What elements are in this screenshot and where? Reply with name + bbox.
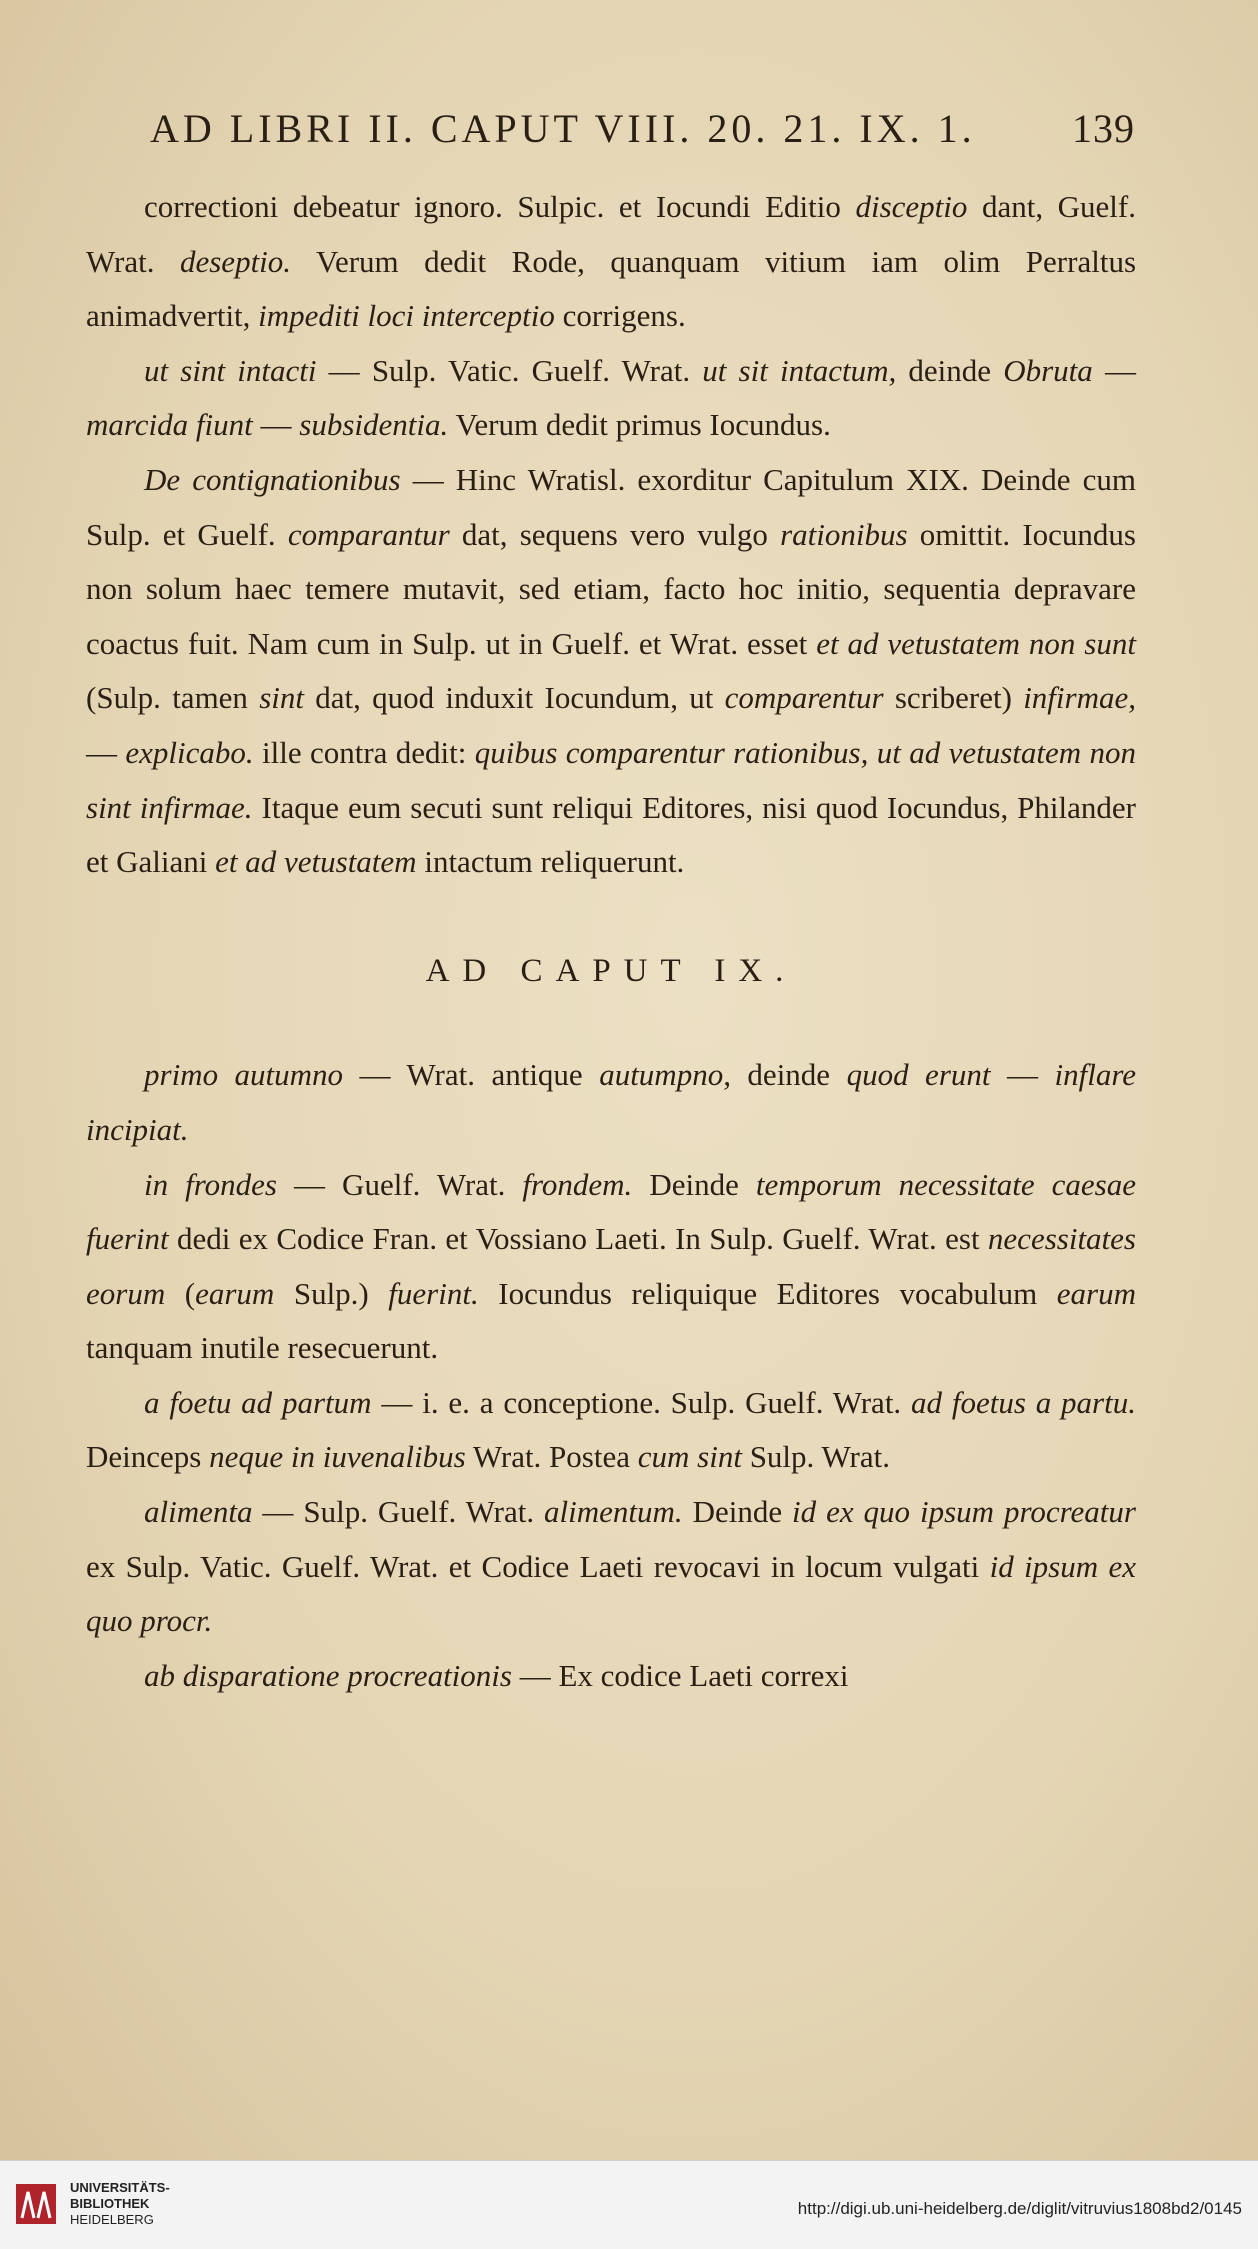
lemma-italic: fuerint.	[388, 1275, 479, 1311]
text-run: Iocundus reliquique Editores vocabulum	[478, 1275, 1057, 1311]
commentary-paragraph	[86, 180, 1136, 344]
text-run: Itaque eum secuti sunt reliqui Editores, nisi quod Iocundus, Philander et Galiani	[86, 789, 1136, 880]
lemma-italic: explicabo.	[125, 734, 254, 770]
text-run: (	[165, 1275, 196, 1311]
text-run: Sulp.)	[274, 1275, 389, 1311]
text-run: Verum dedit Rode, quanquam vitium iam olim Perraltus animadvertit,	[86, 243, 1137, 334]
text-run: Deinde	[632, 1166, 756, 1202]
text-run: Wrat. Postea	[465, 1439, 638, 1475]
lemma-italic: comparentur	[724, 680, 884, 716]
lemma-italic: a foetu ad partum	[144, 1384, 372, 1420]
text-run: (Sulp. tamen	[86, 680, 260, 716]
text-run: —	[1092, 352, 1136, 388]
commentary-block-2	[86, 1048, 1136, 1703]
lemma-italic: ut sint intacti	[144, 352, 317, 388]
lemma-italic: autumpno,	[599, 1057, 731, 1093]
text-run: correctioni debeatur ignoro. Sulpic. et Iocundi Editio	[144, 189, 856, 224]
lemma-italic: quod erunt	[846, 1057, 991, 1093]
lemma-italic: impediti loci interceptio	[258, 298, 555, 334]
commentary-paragraph	[86, 1376, 1136, 1485]
lemma-italic: neque in iuvenalibus	[209, 1439, 466, 1475]
lemma-italic: id ex quo ipsum procreatur	[792, 1494, 1136, 1530]
lemma-italic: id ipsum ex quo procr.	[86, 1548, 1136, 1639]
text-run: —	[990, 1057, 1055, 1093]
permalink-url[interactable]: http://digi.ub.uni-heidelberg.de/diglit/vitruvius1808bd2/0145	[797, 2199, 1242, 2218]
lemma-italic: Obruta	[1003, 352, 1093, 388]
lemma-italic: subsidentia.	[299, 407, 449, 443]
text-run: deinde	[896, 352, 1004, 388]
lemma-italic: alimenta	[144, 1494, 253, 1530]
text-run: dedi ex Codice Fran. et Vossiano Laeti. In Sulp. Guelf. Wrat. est	[168, 1221, 988, 1257]
university-seal-icon	[14, 2182, 58, 2226]
text-run: dant, Guelf. Wrat.	[86, 189, 1136, 279]
lemma-italic: inflare incipiat.	[86, 1057, 1136, 1147]
library-logo-text: UNIVERSITÄTS- BIBLIOTHEK HEIDELBERG	[70, 2180, 170, 2227]
lemma-italic: frondem.	[522, 1166, 633, 1202]
text-run: dat, sequens vero vulgo	[449, 516, 781, 552]
section-heading: AD CAPUT IX.	[425, 952, 797, 989]
text-run: — Sulp. Guelf. Wrat.	[252, 1494, 545, 1530]
lemma-italic: earum	[195, 1275, 275, 1311]
text-run: — Ex codice Laeti correxi	[511, 1657, 849, 1693]
lemma-italic: De contignationibus	[144, 461, 401, 497]
text-run: — i. e. a conceptione. Sulp. Guelf. Wrat.	[371, 1384, 912, 1420]
commentary-paragraph	[86, 1485, 1136, 1649]
page-number: 139	[1072, 106, 1135, 151]
lemma-italic: infirmae,	[1023, 680, 1136, 716]
lemma-italic: primo autumno	[144, 1057, 344, 1093]
lemma-italic: necessitates eorum	[86, 1221, 1136, 1311]
lemma-italic: disceptio	[855, 189, 968, 224]
lemma-italic: deseptio.	[179, 243, 292, 279]
text-run: —	[252, 407, 300, 443]
text-run: Deinceps	[86, 1439, 210, 1475]
text-run: intactum reliquerunt.	[416, 844, 685, 880]
text-run: dat, quod induxit Iocundum, ut	[304, 680, 725, 716]
commentary-paragraph	[86, 1048, 1136, 1157]
text-run: ex Sulp. Vatic. Guelf. Wrat. et Codice Laeti revocavi in locum vulgati	[86, 1548, 990, 1584]
lemma-italic: ad foetus a partu.	[911, 1384, 1136, 1420]
page-body	[86, 180, 1136, 1703]
lemma-italic: marcida fiunt	[86, 407, 253, 443]
commentary-paragraph	[86, 1158, 1136, 1376]
text-run: corrigens.	[554, 298, 686, 334]
text-run: Verum dedit primus Iocundus.	[448, 407, 831, 443]
lemma-italic: quibus comparentur rationibus, ut ad vetustatem non sint infirmae.	[86, 734, 1137, 825]
lemma-italic: ab disparatione procreationis	[144, 1657, 512, 1693]
text-run: tanquam inutile resecuerunt.	[86, 1330, 439, 1366]
text-run: — Hinc Wratisl. exorditur Capitulum XIX. Deinde cum Sulp. et Guelf.	[86, 461, 1136, 552]
running-header	[150, 105, 1135, 152]
text-run: ille contra dedit:	[253, 734, 475, 770]
lemma-italic: et ad vetustatem non sunt	[816, 625, 1136, 661]
commentary-paragraph	[86, 1649, 1136, 1704]
text-run: Sulp. Wrat.	[741, 1439, 890, 1475]
commentary-paragraph	[86, 453, 1136, 890]
lemma-italic: sint	[259, 680, 304, 716]
text-run: — Sulp. Vatic. Guelf. Wrat.	[316, 352, 703, 388]
text-run: scriberet)	[883, 680, 1024, 716]
text-run: — Wrat. antique	[343, 1057, 600, 1093]
text-run: omittit. Iocundus non solum haec temere mutavit, sed etiam, facto hoc initio, sequentia depravare coactus fuit. Nam cum in Sulp. ut in Guelf. et Wrat. esset	[86, 516, 1136, 661]
lemma-italic: comparantur	[287, 516, 450, 552]
text-run: deinde	[730, 1057, 847, 1093]
lemma-italic: earum	[1056, 1275, 1136, 1311]
lemma-italic: cum sint	[637, 1439, 742, 1475]
commentary-block-1	[86, 180, 1136, 890]
text-run: — Guelf. Wrat.	[277, 1166, 523, 1202]
commentary-paragraph	[86, 344, 1136, 453]
text-run: —	[86, 734, 126, 770]
text-run: Deinde	[682, 1494, 793, 1530]
lemma-italic: temporum necessitate caesae fuerint	[86, 1166, 1136, 1257]
lemma-italic: et ad vetustatem	[215, 844, 417, 880]
lemma-italic: alimentum.	[544, 1494, 683, 1530]
lemma-italic: in frondes	[144, 1166, 277, 1202]
running-title: AD LIBRI II. CAPUT VIII. 20. 21. IX. 1.	[150, 106, 976, 151]
lemma-italic: rationibus	[780, 516, 908, 552]
lemma-italic: ut sit intactum,	[702, 352, 897, 388]
